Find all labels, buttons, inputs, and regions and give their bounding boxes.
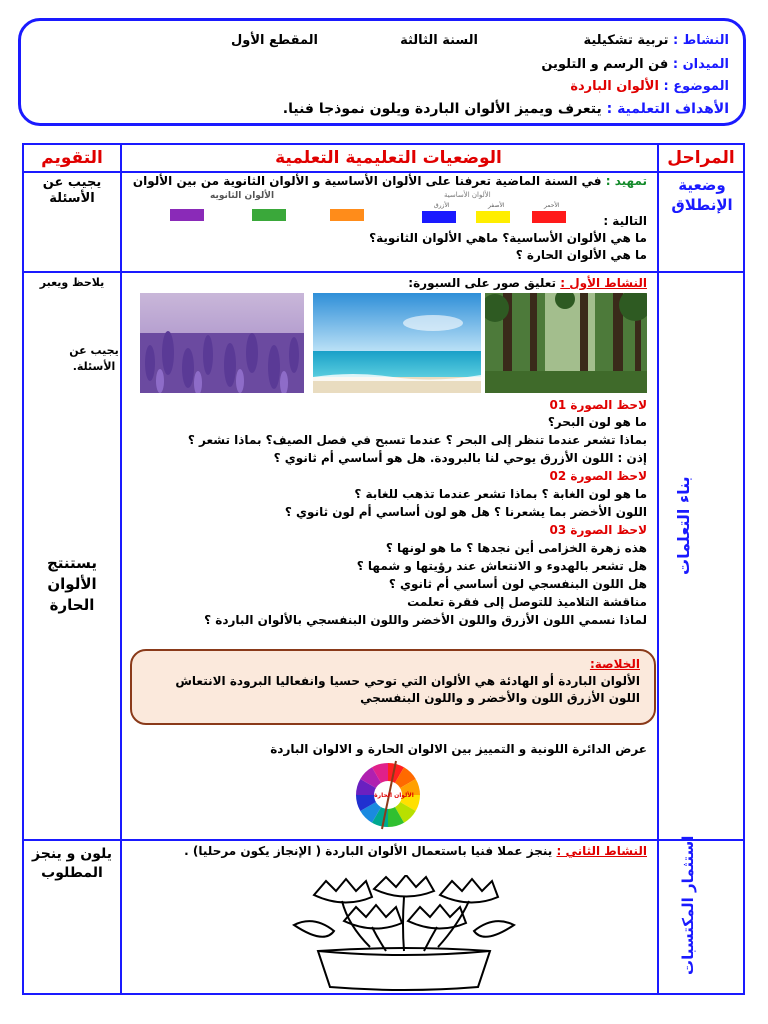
stage-launch: وضعية الإنطلاق [671,176,733,214]
row-divider [24,271,743,273]
col-situations-header: الوضعيات التعليمية التعلمية [275,148,502,168]
question-line: هل تشعر بالهدوء و الانتعاش عند رؤيتها و شمها ؟ [356,559,647,573]
activity1-text: تعليق صور على السبورة: [408,276,557,290]
activity-label: النشاط : [673,33,729,48]
question-line: ما هو لون الغابة ؟ بماذا تشعر عندما تذهب للغابة ؟ [354,487,647,501]
swatch-blue [422,211,456,223]
swatch-orange [330,209,364,221]
header-topic-row [570,79,729,94]
swatch-label: الأزرق [434,202,450,209]
wheel-text: الألوان الحارة [374,792,414,799]
col-evaluation-header: التقويم [41,148,103,168]
question-line: هذه زهرة الخزامى أين نجدها ؟ ما هو لونها ؟ [385,541,647,555]
activity1-label: النشاط الأول : [560,276,647,290]
header-box [18,18,746,126]
primary-banner: الألوان الأساسية [444,191,491,199]
activity2-text: ينجز عملا فنيا باستعمال الألوان الباردة ( الإنجاز يكون مرحليا) . [184,844,553,858]
swatch-label: الأصفر [488,202,505,209]
stage-investment [664,835,740,995]
conclusion-text: الألوان الباردة أو الهادئة هي الألوان التي توحي حسيا وانفعاليا البرودة الانتعاش اللون الأزرق اللون والأخضر و واللون البنفسجي [175,674,640,705]
color-wheel [350,757,426,833]
question-line: إذن : اللون الأزرق يوحي لنا بالبرودة. هل هو أساسي أم ثانوي ؟ [273,451,647,465]
swatch-purple [170,209,204,221]
row-divider [24,839,743,841]
stage-building-text: بناء التعلمات [674,476,693,575]
photo-lavender [140,293,304,393]
observe-photo-2: لاحظ الصورة 02 [549,469,647,483]
question-line: بماذا تشعر عندما تنظر إلى البحر ؟ عندما تسبح في فصل الصيف؟ بماذا تشعر ؟ [187,433,647,447]
activity2-label: النشاط الثاني : [556,844,647,858]
swatch-yellow [476,211,510,223]
activity1-line [408,275,647,292]
intro-label: تمهيد : [605,174,647,188]
question-line: ما هو لون البحر؟ [547,415,647,429]
swatch-label: الأحمر [544,202,560,209]
activity2-line [184,843,647,860]
eval-deduce: يستنتج الألوان الحارة [46,554,98,614]
header-field-row [541,57,729,72]
question-line: ما هي الألوان الحارة ؟ [515,248,647,262]
following-label: التالية : [603,214,647,228]
conclusion-title: الخلاصة: [589,657,640,671]
topic-label: الموضوع : [663,79,729,94]
observe-photo-1: لاحظ الصورة 01 [549,398,647,412]
wheel-caption: عرض الدائرة اللونية و التمييز بين الالوان الحارة و الالوان الباردة [270,742,647,756]
activity-value: تربية تشكيلية [583,33,669,48]
field-value: فن الرسم و التلوين [541,57,669,72]
swatch-green [252,209,286,221]
question-line: اللون الأخضر بما يشعرنا ؟ هل هو لون أساسي أم لون ثانوي ؟ [284,505,647,519]
stage-investment-text: استثمار المكتسبات [679,835,697,975]
field-label: الميدان : [672,57,729,72]
stage-building [664,476,740,605]
swatch-red [532,211,566,223]
year: السنة الثالثة [400,33,478,48]
eval-row1: يجيب عن الأسئلة [42,175,102,206]
objectives-label: الأهداف التعلمية : [606,101,729,117]
conclusion-box [130,649,656,725]
question-line: هل اللون البنفسجي لون أساسي أم ثانوي ؟ [388,577,647,591]
question-line: لماذا نسمي اللون الأزرق واللون الأخضر واللون البنفسجي بالألوان الباردة ؟ [204,613,647,627]
header-activity-row [583,33,729,48]
secondary-banner: الألوان الثانويه [210,191,275,201]
header-objectives-row [283,101,729,117]
intro-paragraph [123,173,647,190]
photo-forest [485,293,647,393]
question-line: ما هي الألوان الأساسية؟ ماهي الألوان الثانوية؟ [369,231,647,245]
observe-photo-3: لاحظ الصورة 03 [549,523,647,537]
section: المقطع الأول [231,33,318,48]
eval-answer: يجيب عن الأسئلة. [69,344,119,373]
flower-pot-drawing [274,875,534,993]
intro-text: في السنة الماضية تعرفنا على الألوان الأساسية و الألوان الثانوية من بين الألوان [132,174,602,188]
eval-row3: يلون و ينجز المطلوب [32,846,112,881]
eval-observe: يلاحظ ويعبر [39,276,105,289]
lesson-table [22,143,745,995]
photo-sea [313,293,481,393]
topic-value: الألوان الباردة [570,79,659,94]
objectives-value: يتعرف ويميز الألوان الباردة ويلون نموذجا فنيا. [282,101,602,117]
question-line: مناقشة التلاميذ للتوصل إلى فقرة تعلمت [407,595,647,609]
col-stages-header: المراحل [667,148,735,168]
